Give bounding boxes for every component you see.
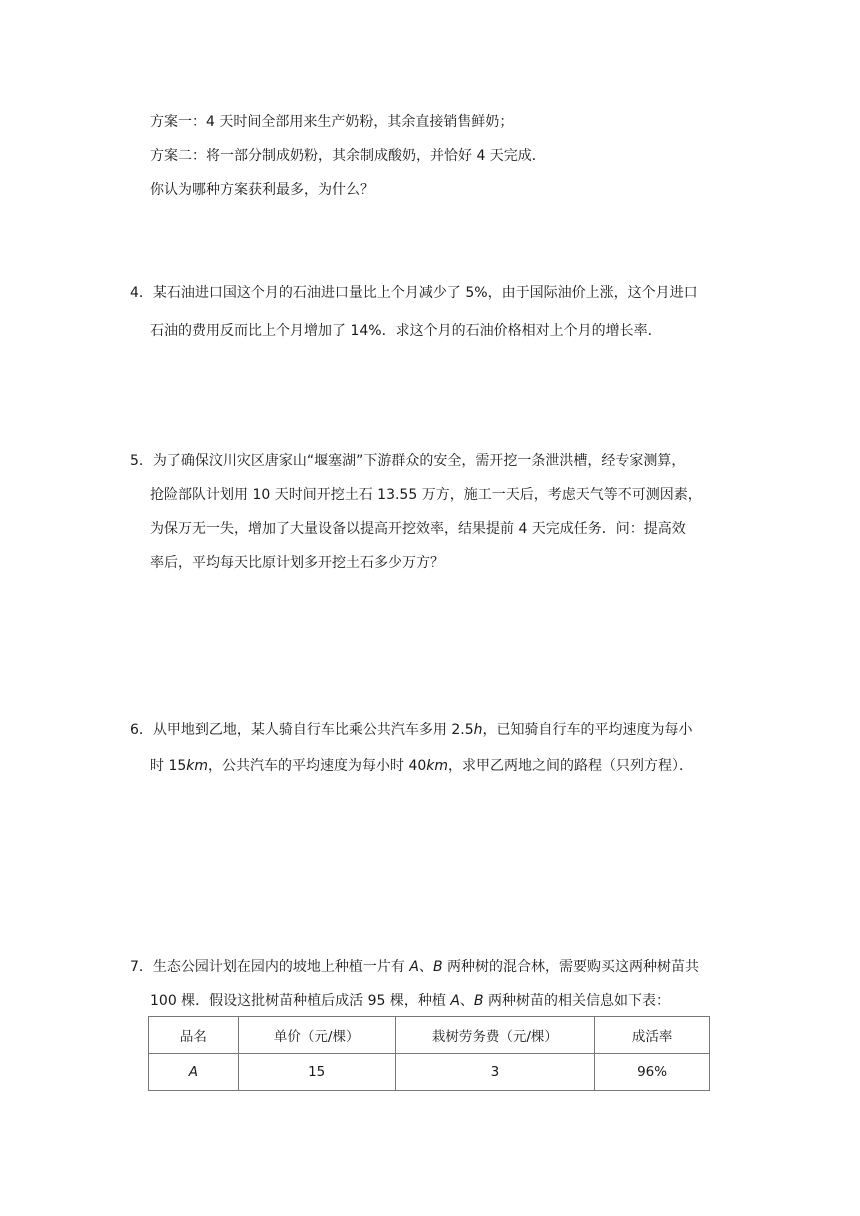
q7-text-c: 100 棵．假设这批树苗种植后成活 95 棵，种植 xyxy=(150,993,451,1009)
q7-text-d: 两种树苗的相关信息如下表： xyxy=(483,993,670,1009)
scheme-question: 你认为哪种方案获利最多，为什么？ xyxy=(150,182,374,198)
q4-line-1: 4．某石油进口国这个月的石油进口量比上个月减少了 5%，由于国际油价上涨，这个月进口 xyxy=(130,285,698,301)
q7-sep: 、 xyxy=(418,959,433,975)
q7-line-1 xyxy=(130,957,699,977)
q7-sep-2: 、 xyxy=(459,993,474,1009)
cell-unit-price: 15 xyxy=(238,1054,395,1091)
tree-info-table xyxy=(148,1016,710,1091)
q6-line-2 xyxy=(150,756,693,776)
q6-text-c: 时 15 xyxy=(150,758,187,774)
q7-var-b-2: B xyxy=(473,993,484,1009)
scheme-two: 方案二：将一部分制成奶粉，其余制成酸奶，并恰好 4 天完成． xyxy=(150,148,546,164)
q6-line-1 xyxy=(130,720,693,740)
q6-text-e: ，求甲乙两地之间的路程（只列方程）． xyxy=(448,758,694,774)
cell-name: A xyxy=(149,1054,239,1091)
q6-unit-km-1: km xyxy=(186,758,209,774)
q6-text-d: ，公共汽车的平均速度为每小时 40 xyxy=(208,758,427,774)
q6-text-a: 6．从甲地到乙地，某人骑自行车比乘公共汽车多用 2.5 xyxy=(130,722,474,738)
q7-text-a: 7．生态公园计划在园内的坡地上种植一片有 xyxy=(130,959,410,975)
cell-labor-fee: 3 xyxy=(395,1054,595,1091)
table-header-row xyxy=(149,1017,710,1054)
q7-var-a: A xyxy=(409,959,419,975)
header-unit-price: 单价（元/棵） xyxy=(238,1017,395,1054)
cell-survival-rate: 96% xyxy=(595,1054,710,1091)
q6-unit-km-2: km xyxy=(426,758,449,774)
q7-var-a-2: A xyxy=(450,993,460,1009)
q5-line-2: 抢险部队计划用 10 天时间开挖土石 13.55 万方，施工一天后，考虑天气等不可测因素， xyxy=(150,487,702,503)
header-survival-rate: 成活率 xyxy=(595,1017,710,1054)
q7-var-b: B xyxy=(432,959,443,975)
scheme-one: 方案一：4 天时间全部用来生产奶粉，其余直接销售鲜奶； xyxy=(150,114,514,130)
q5-line-4: 率后，平均每天比原计划多开挖土石多少万方？ xyxy=(150,555,444,571)
header-labor-fee: 栽树劳务费（元/棵） xyxy=(395,1017,595,1054)
q5-line-1: 5．为了确保汶川灾区唐家山“堰塞湖”下游群众的安全，需开挖一条泄洪槽，经专家测算， xyxy=(130,453,686,469)
q7-text-b: 两种树的混合林，需要购买这两种树苗共 xyxy=(442,959,699,975)
table-row xyxy=(149,1054,710,1091)
header-name: 品名 xyxy=(149,1017,239,1054)
q5-line-3: 为保万无一失，增加了大量设备以提高开挖效率，结果提前 4 天完成任务．问：提高效 xyxy=(150,521,686,537)
q6-text-b: ，已知骑自行车的平均速度为每小 xyxy=(482,722,693,738)
q4-line-2: 石油的费用反而比上个月增加了 14%．求这个月的石油价格相对上个月的增长率． xyxy=(150,323,662,339)
q6-unit-h: h xyxy=(473,722,483,738)
q7-line-2 xyxy=(150,991,670,1011)
